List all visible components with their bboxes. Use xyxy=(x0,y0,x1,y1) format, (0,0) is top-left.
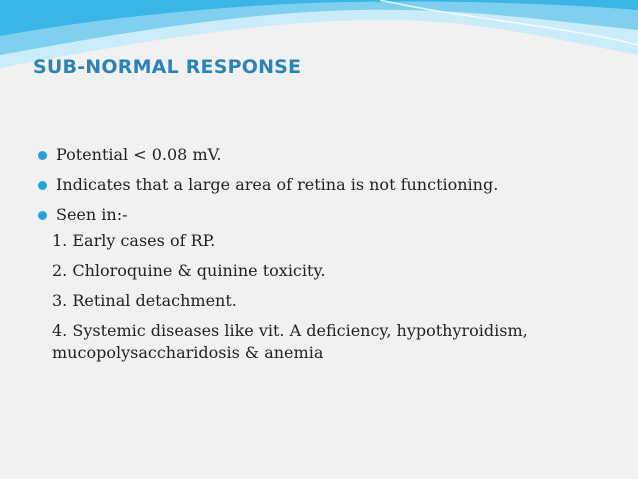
bullet-list xyxy=(36,140,606,230)
bullet-text: Indicates that a large area of retina is not functioning. xyxy=(56,175,499,194)
sublist-item: 3. Retinal detachment. xyxy=(52,291,237,310)
sublist-item: 1. Early cases of RP. xyxy=(52,231,216,250)
numbered-sublist xyxy=(52,230,612,372)
slide-title: SUB-NORMAL RESPONSE xyxy=(33,56,302,78)
bullet-item xyxy=(36,200,606,230)
bullet-item xyxy=(36,140,606,170)
bullet-dot-icon xyxy=(38,181,47,190)
bullet-dot-icon xyxy=(38,151,47,160)
sublist-item: 4. Systemic diseases like vit. A deficiency, hypothyroidism, mucopolysaccharidosis & anemia xyxy=(52,321,528,362)
bullet-dot-icon xyxy=(38,211,47,220)
bullet-text: Potential < 0.08 mV. xyxy=(56,145,222,164)
bullet-item xyxy=(36,170,606,200)
bullet-text: Seen in:- xyxy=(56,205,128,224)
sublist-item: 2. Chloroquine & quinine toxicity. xyxy=(52,261,326,280)
